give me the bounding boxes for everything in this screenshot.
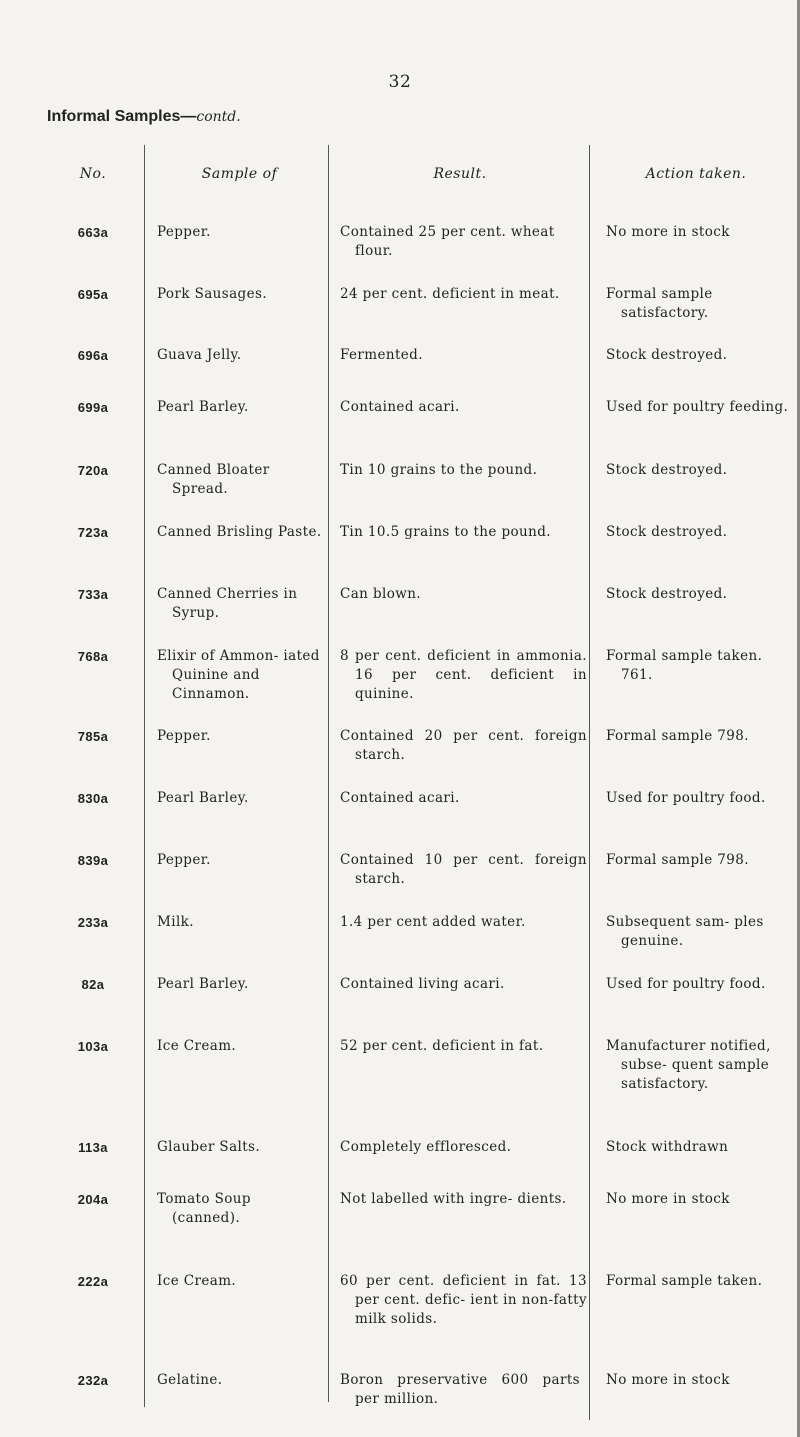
action-taken: No more in stock [606, 224, 730, 240]
action-taken: Formal sample 798. [606, 728, 749, 744]
column-divider-2 [328, 145, 329, 1402]
sample-name: Canned Bloater Spread. [157, 462, 270, 497]
action-taken: Formal sample taken. [606, 1273, 763, 1289]
action-taken: Formal sample 798. [606, 852, 749, 868]
sample-name: Ice Cream. [157, 1038, 237, 1054]
action-taken: Formal sample taken. 761. [606, 648, 763, 683]
action-taken: Formal sample satisfactory. [606, 286, 713, 321]
sample-number: 830a [77, 791, 109, 806]
action-taken: Used for poultry feeding. [606, 399, 789, 415]
sample-number: 103a [77, 1039, 109, 1054]
sample-name: Milk. [157, 914, 194, 930]
column-header-action: Action taken. [645, 166, 747, 182]
action-taken: Stock withdrawn [606, 1139, 729, 1155]
sample-result: Boron preservative 600 parts per million. [340, 1372, 580, 1407]
sample-number: 113a [78, 1140, 108, 1155]
sample-name: Glauber Salts. [157, 1139, 261, 1155]
sample-name: Pearl Barley. [157, 399, 249, 415]
action-taken: Stock destroyed. [606, 586, 728, 602]
sample-name: Tomato Soup (canned). [157, 1191, 251, 1226]
action-taken: Stock destroyed. [606, 524, 728, 540]
sample-number: 222a [77, 1274, 109, 1289]
sample-result: 1.4 per cent added water. [340, 914, 526, 930]
sample-number: 723a [77, 525, 109, 540]
sample-name: Pepper. [157, 224, 211, 240]
column-divider-1 [144, 145, 145, 1407]
sample-number: 232a [77, 1373, 109, 1388]
sample-name: Pepper. [157, 852, 211, 868]
sample-name: Pearl Barley. [157, 790, 249, 806]
page-number: 32 [388, 72, 412, 92]
sample-number: 696a [77, 348, 109, 363]
action-taken: No more in stock [606, 1372, 730, 1388]
action-taken: Stock destroyed. [606, 347, 728, 363]
sample-number: 233a [77, 915, 109, 930]
sample-result: Fermented. [340, 347, 423, 363]
sample-name: Guava Jelly. [157, 347, 242, 363]
sample-number: 720a [77, 463, 109, 478]
sample-result: Tin 10 grains to the pound. [340, 462, 538, 478]
sample-name: Pork Sausages. [157, 286, 268, 302]
sample-result: 8 per cent. deficient in ammonia. 16 per cent. deficient in quinine. [340, 648, 587, 702]
sample-name: Gelatine. [157, 1372, 223, 1388]
sample-name: Ice Cream. [157, 1273, 237, 1289]
action-taken: Stock destroyed. [606, 462, 728, 478]
heading-title: Informal Samples— [47, 108, 197, 125]
sample-number: 733a [77, 587, 109, 602]
sample-result: Tin 10.5 grains to the pound. [340, 524, 551, 540]
sample-result: 60 per cent. deficient in fat. 13 per cent. defic- ient in non-fatty milk solids. [340, 1273, 587, 1327]
sample-name: Pearl Barley. [157, 976, 249, 992]
sample-name: Canned Cherries in Syrup. [157, 586, 298, 621]
heading-contd: contd. [196, 109, 241, 125]
sample-number: 204a [77, 1192, 109, 1207]
sample-result: Contained acari. [340, 790, 460, 806]
sample-result: Not labelled with ingre- dients. [340, 1191, 567, 1207]
sample-result: Contained acari. [340, 399, 460, 415]
sample-result: Can blown. [340, 586, 421, 602]
sample-number: 785a [77, 729, 109, 744]
sample-number: 699a [77, 400, 109, 415]
column-header-result: Result. [433, 166, 487, 182]
sample-result: Contained living acari. [340, 976, 505, 992]
sample-number: 839a [77, 853, 109, 868]
sample-name: Canned Brisling Paste. [157, 524, 322, 540]
action-taken: Used for poultry food. [606, 790, 766, 806]
sample-result: 24 per cent. deficient in meat. [340, 286, 560, 302]
sample-result: 52 per cent. deficient in fat. [340, 1038, 544, 1054]
action-taken: Used for poultry food. [606, 976, 766, 992]
sample-result: Contained 20 per cent. foreign starch. [340, 728, 587, 763]
action-taken: No more in stock [606, 1191, 730, 1207]
column-header-no: No. [79, 166, 107, 182]
column-header-sample: Sample of [201, 166, 278, 182]
action-taken: Subsequent sam- ples genuine. [606, 914, 764, 949]
action-taken: Manufacturer notified, subse- quent sample satisfactory. [606, 1038, 771, 1092]
sample-result: Contained 10 per cent. foreign starch. [340, 852, 587, 887]
sample-result: Contained 25 per cent. wheat flour. [340, 224, 555, 259]
sample-number: 663a [77, 225, 109, 240]
sample-result: Completely effloresced. [340, 1139, 512, 1155]
column-divider-3 [589, 145, 590, 1420]
sample-number: 768a [77, 649, 109, 664]
sample-name: Elixir of Ammon- iated Quinine and Cinnamon. [157, 648, 320, 702]
section-heading [47, 108, 241, 126]
sample-number: 695a [77, 287, 109, 302]
sample-name: Pepper. [157, 728, 211, 744]
sample-number: 82a [81, 977, 105, 992]
